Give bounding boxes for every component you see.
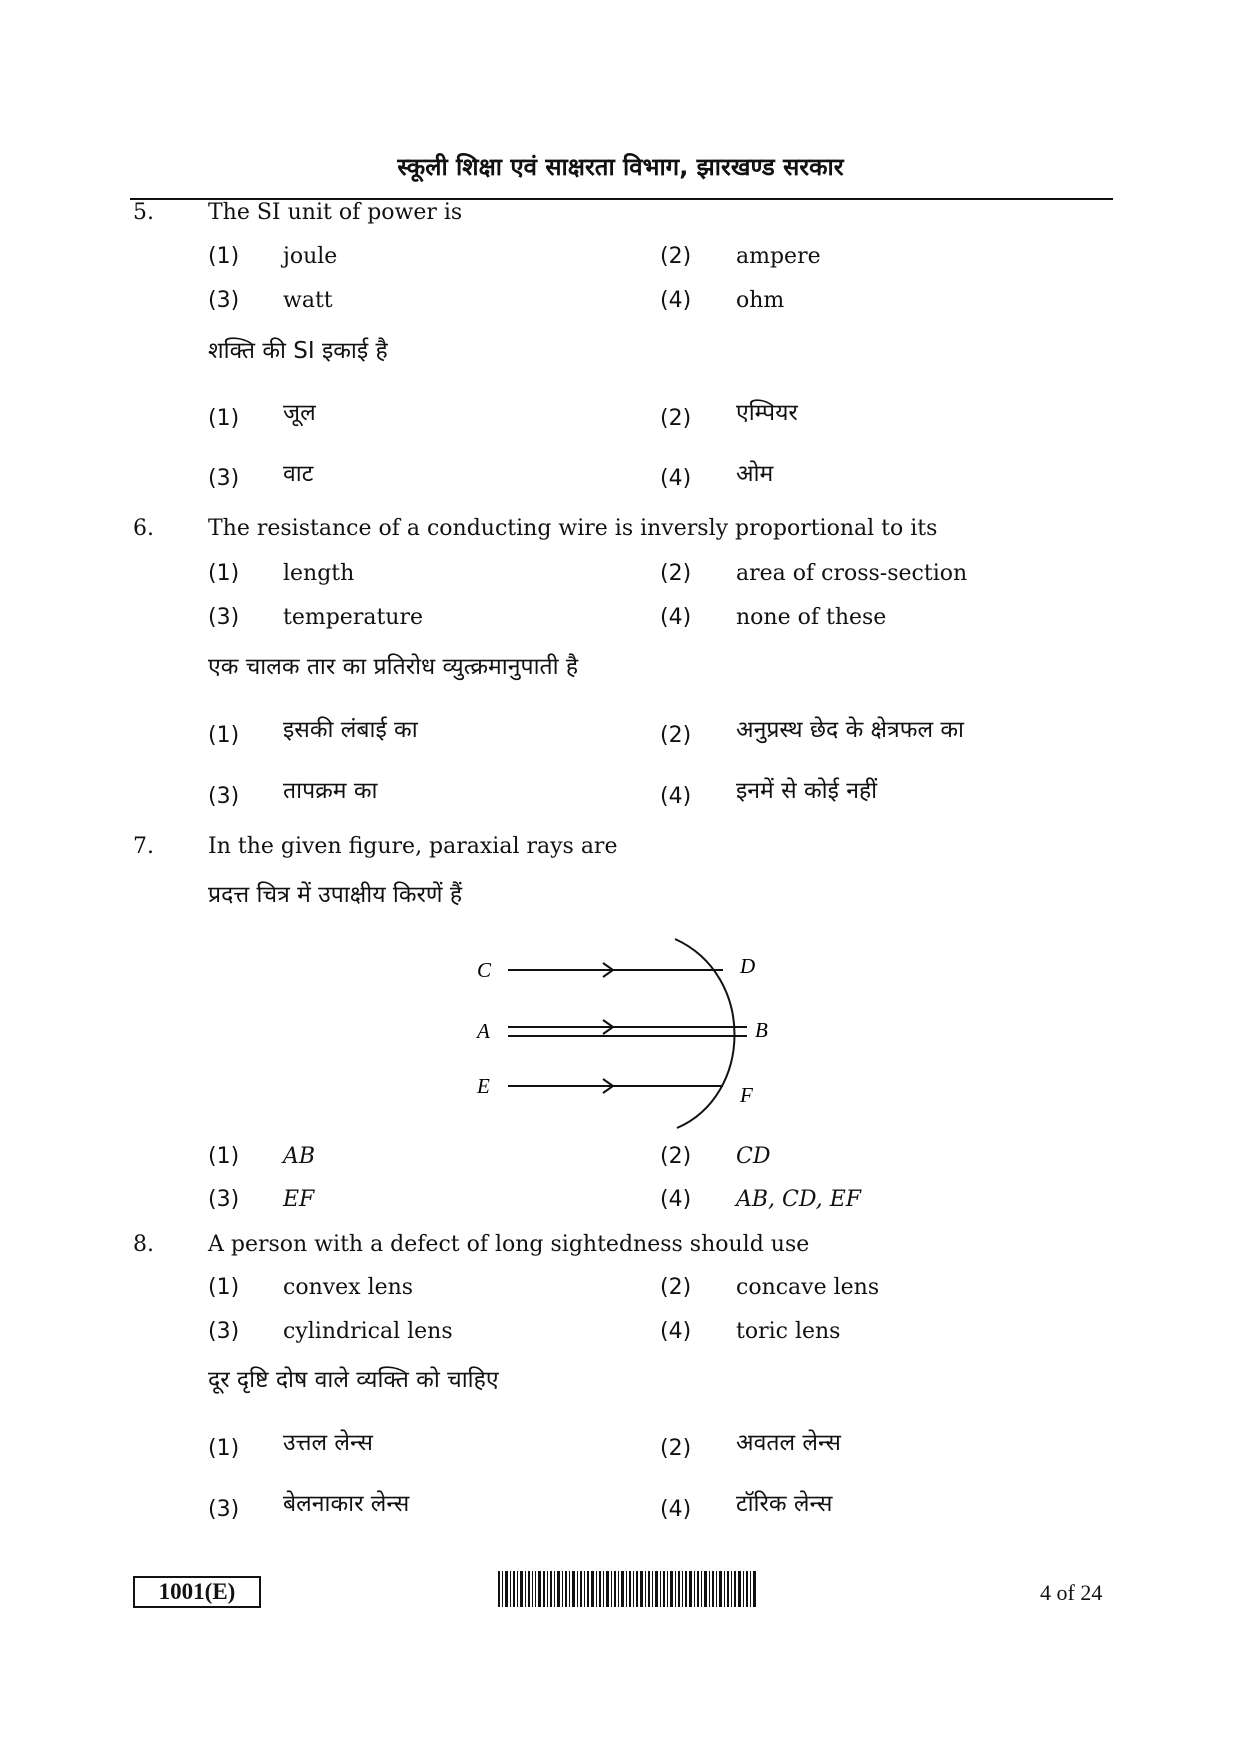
question-text-en: The SI unit of power is <box>208 200 463 225</box>
option-text: ampere <box>736 244 821 269</box>
paper-code: 1001(E) <box>133 1576 261 1608</box>
option-text: none of these <box>736 605 887 630</box>
option-number: (2) <box>660 1275 692 1300</box>
option-text: AB <box>283 1144 316 1169</box>
barcode <box>498 1571 758 1607</box>
option-text: इसकी लंबाई का <box>283 717 418 743</box>
question-text-hi: शक्ति की SI इकाई है <box>208 338 388 364</box>
option-text: अनुप्रस्थ छेद के क्षेत्रफल का <box>736 717 964 743</box>
option-text: ओम <box>736 461 774 487</box>
question-text-en: A person with a defect of long sightedness should use <box>208 1232 810 1257</box>
option-text: एम्पियर <box>736 400 798 426</box>
option-number: (3) <box>208 605 240 630</box>
question-text-hi: दूर दृष्टि दोष वाले व्यक्ति को चाहिए <box>208 1367 499 1393</box>
option-number: (2) <box>660 406 692 431</box>
question-number: 6. <box>133 516 154 541</box>
option-text: joule <box>283 244 338 269</box>
option-number: (2) <box>660 561 692 586</box>
option-number: (1) <box>208 561 240 586</box>
page-header-title: स्कूली शिक्षा एवं साक्षरता विभाग, झारखण्ड सरकार <box>397 153 844 181</box>
option-text: वाट <box>283 461 314 487</box>
option-number: (3) <box>208 466 240 491</box>
option-number: (3) <box>208 1187 240 1212</box>
label-e: E <box>477 1074 490 1098</box>
option-number: (4) <box>660 1187 692 1212</box>
option-number: (4) <box>660 1497 692 1522</box>
question-text-en: The resistance of a conducting wire is inversly proportional to its <box>208 516 938 541</box>
option-number: (1) <box>208 244 240 269</box>
option-text: ohm <box>736 288 785 313</box>
option-text: इनमें से कोई नहीं <box>736 778 878 804</box>
option-number: (2) <box>660 723 692 748</box>
question-number: 8. <box>133 1232 154 1257</box>
option-number: (3) <box>208 1319 240 1344</box>
option-text: area of cross-section <box>736 561 968 586</box>
option-number: (3) <box>208 784 240 809</box>
option-number: (2) <box>660 1436 692 1461</box>
mirror-ray-diagram <box>455 930 795 1140</box>
option-text: watt <box>283 288 333 313</box>
option-number: (1) <box>208 1144 240 1169</box>
option-number: (3) <box>208 288 240 313</box>
option-text: CD <box>736 1144 771 1169</box>
option-number: (4) <box>660 288 692 313</box>
option-text: length <box>283 561 355 586</box>
option-text: EF <box>283 1187 315 1212</box>
option-text: concave lens <box>736 1275 880 1300</box>
option-text: convex lens <box>283 1275 414 1300</box>
option-number: (1) <box>208 723 240 748</box>
option-text: AB, CD, EF <box>736 1187 862 1212</box>
option-number: (1) <box>208 406 240 431</box>
label-d: D <box>740 954 756 978</box>
option-number: (4) <box>660 1319 692 1344</box>
option-text: अवतल लेन्स <box>736 1430 841 1456</box>
page-number: 4 of 24 <box>1040 1580 1103 1605</box>
option-text: temperature <box>283 605 424 630</box>
option-text: टॉरिक लेन्स <box>736 1491 833 1517</box>
option-number: (2) <box>660 244 692 269</box>
option-number: (1) <box>208 1436 240 1461</box>
option-text: उत्तल लेन्स <box>283 1430 373 1456</box>
option-number: (2) <box>660 1144 692 1169</box>
option-number: (4) <box>660 784 692 809</box>
option-number: (1) <box>208 1275 240 1300</box>
question-number: 5. <box>133 200 154 225</box>
option-text: toric lens <box>736 1319 841 1344</box>
concave-mirror <box>675 939 735 1128</box>
option-text: cylindrical lens <box>283 1319 453 1344</box>
option-text: जूल <box>283 400 316 426</box>
question-text-hi: एक चालक तार का प्रतिरोध व्युत्क्रमानुपाती है <box>208 654 579 680</box>
option-number: (3) <box>208 1497 240 1522</box>
option-text: तापक्रम का <box>283 778 378 804</box>
label-f: F <box>740 1083 753 1107</box>
label-c: C <box>477 958 492 982</box>
question-text-en: In the given figure, paraxial rays are <box>208 834 618 859</box>
label-b: B <box>755 1018 768 1042</box>
question-number: 7. <box>133 834 154 859</box>
option-number: (4) <box>660 605 692 630</box>
option-number: (4) <box>660 466 692 491</box>
option-text: बेलनाकार लेन्स <box>283 1491 410 1517</box>
question-text-hi: प्रदत्त चित्र में उपाक्षीय किरणें हैं <box>208 882 463 908</box>
label-a: A <box>477 1019 490 1043</box>
